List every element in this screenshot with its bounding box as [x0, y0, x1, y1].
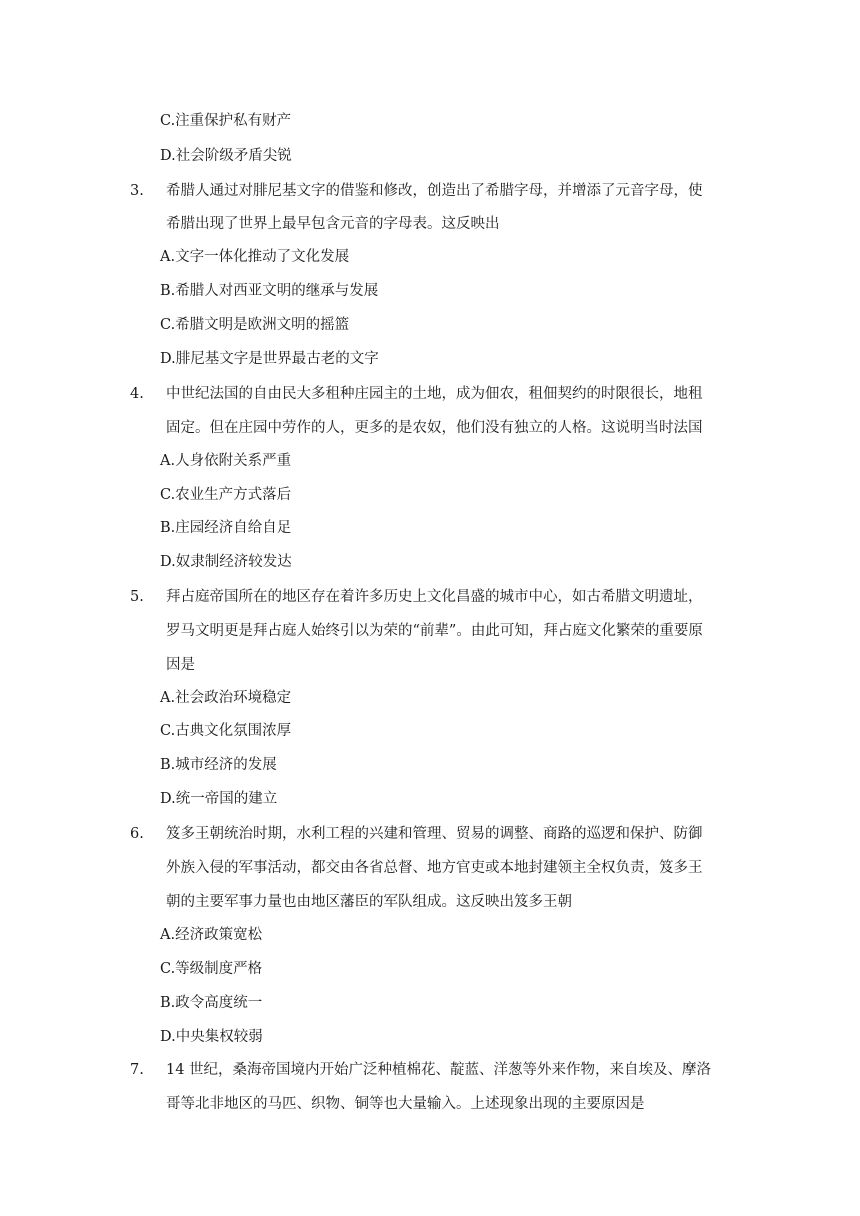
answer-option: A.人身依附关系严重 [160, 453, 292, 469]
answer-option: A.社会政治环境稳定 [160, 690, 292, 706]
question-text: 罗马文明更是拜占庭人始终引以为荣的“前辈”。由此可知，拜占庭文化繁荣的重要原 [166, 623, 703, 639]
answer-option: C.希腊文明是欧洲文明的摇篮 [160, 317, 350, 333]
question-text: 固定。但在庄园中劳作的人，更多的是农奴，他们没有独立的人格。这说明当时法国 [166, 420, 703, 436]
answer-option: B.希腊人对西亚文明的继承与发展 [160, 283, 379, 299]
question-number: 6. [130, 826, 144, 842]
answer-option: D.社会阶级矛盾尖锐 [160, 148, 292, 164]
answer-option: D.奴隶制经济较发达 [160, 554, 292, 570]
answer-option: A.经济政策宽松 [160, 927, 263, 943]
answer-option: C.等级制度严格 [160, 961, 263, 977]
answer-option: C.古典文化氛围浓厚 [160, 723, 292, 739]
question-text: 14 世纪，桑海帝国境内开始广泛种植棉花、靛蓝、洋葱等外来作物，来自埃及、摩洛 [166, 1062, 712, 1078]
answer-option: B.政令高度统一 [160, 995, 263, 1011]
answer-option: C.注重保护私有财产 [160, 113, 292, 129]
question-number: 4. [130, 386, 144, 402]
question-text: 外族入侵的军事活动，都交由各省总督、地方官吏或本地封建领主全权负责，笈多王 [166, 860, 703, 876]
question-number: 3. [130, 183, 144, 199]
answer-option: D.统一帝国的建立 [160, 791, 278, 807]
answer-option: B.城市经济的发展 [160, 757, 277, 773]
question-text: 中世纪法国的自由民大多租种庄园主的土地，成为佃农，租佃契约的时限很长，地租 [166, 386, 703, 402]
question-number: 7. [130, 1062, 144, 1078]
question-text: 希腊人通过对腓尼基文字的借鉴和修改，创造出了希腊字母，并增添了元音字母，使 [166, 183, 703, 199]
question-text: 因是 [166, 657, 195, 673]
question-text: 笈多王朝统治时期，水利工程的兴建和管理、贸易的调整、商路的巡逻和保护、防御 [166, 826, 703, 842]
answer-option: D.腓尼基文字是世界最古老的文字 [160, 351, 379, 367]
question-text: 拜占庭帝国所在的地区存在着许多历史上文化昌盛的城市中心，如古希腊文明遗址， [166, 589, 703, 605]
answer-option: A.文字一体化推动了文化发展 [160, 249, 350, 265]
question-number: 5. [130, 589, 144, 605]
answer-option: B.庄园经济自给自足 [160, 520, 292, 536]
answer-option: D.中央集权较弱 [160, 1029, 263, 1045]
answer-option: C.农业生产方式落后 [160, 487, 292, 503]
question-text: 哥等北非地区的马匹、织物、铜等也大量输入。上述现象出现的主要原因是 [166, 1096, 645, 1112]
question-text: 朝的主要军事力量也由地区藩臣的军队组成。这反映出笈多王朝 [166, 894, 572, 910]
question-text: 希腊出现了世界上最早包含元音的字母表。这反映出 [166, 216, 500, 232]
